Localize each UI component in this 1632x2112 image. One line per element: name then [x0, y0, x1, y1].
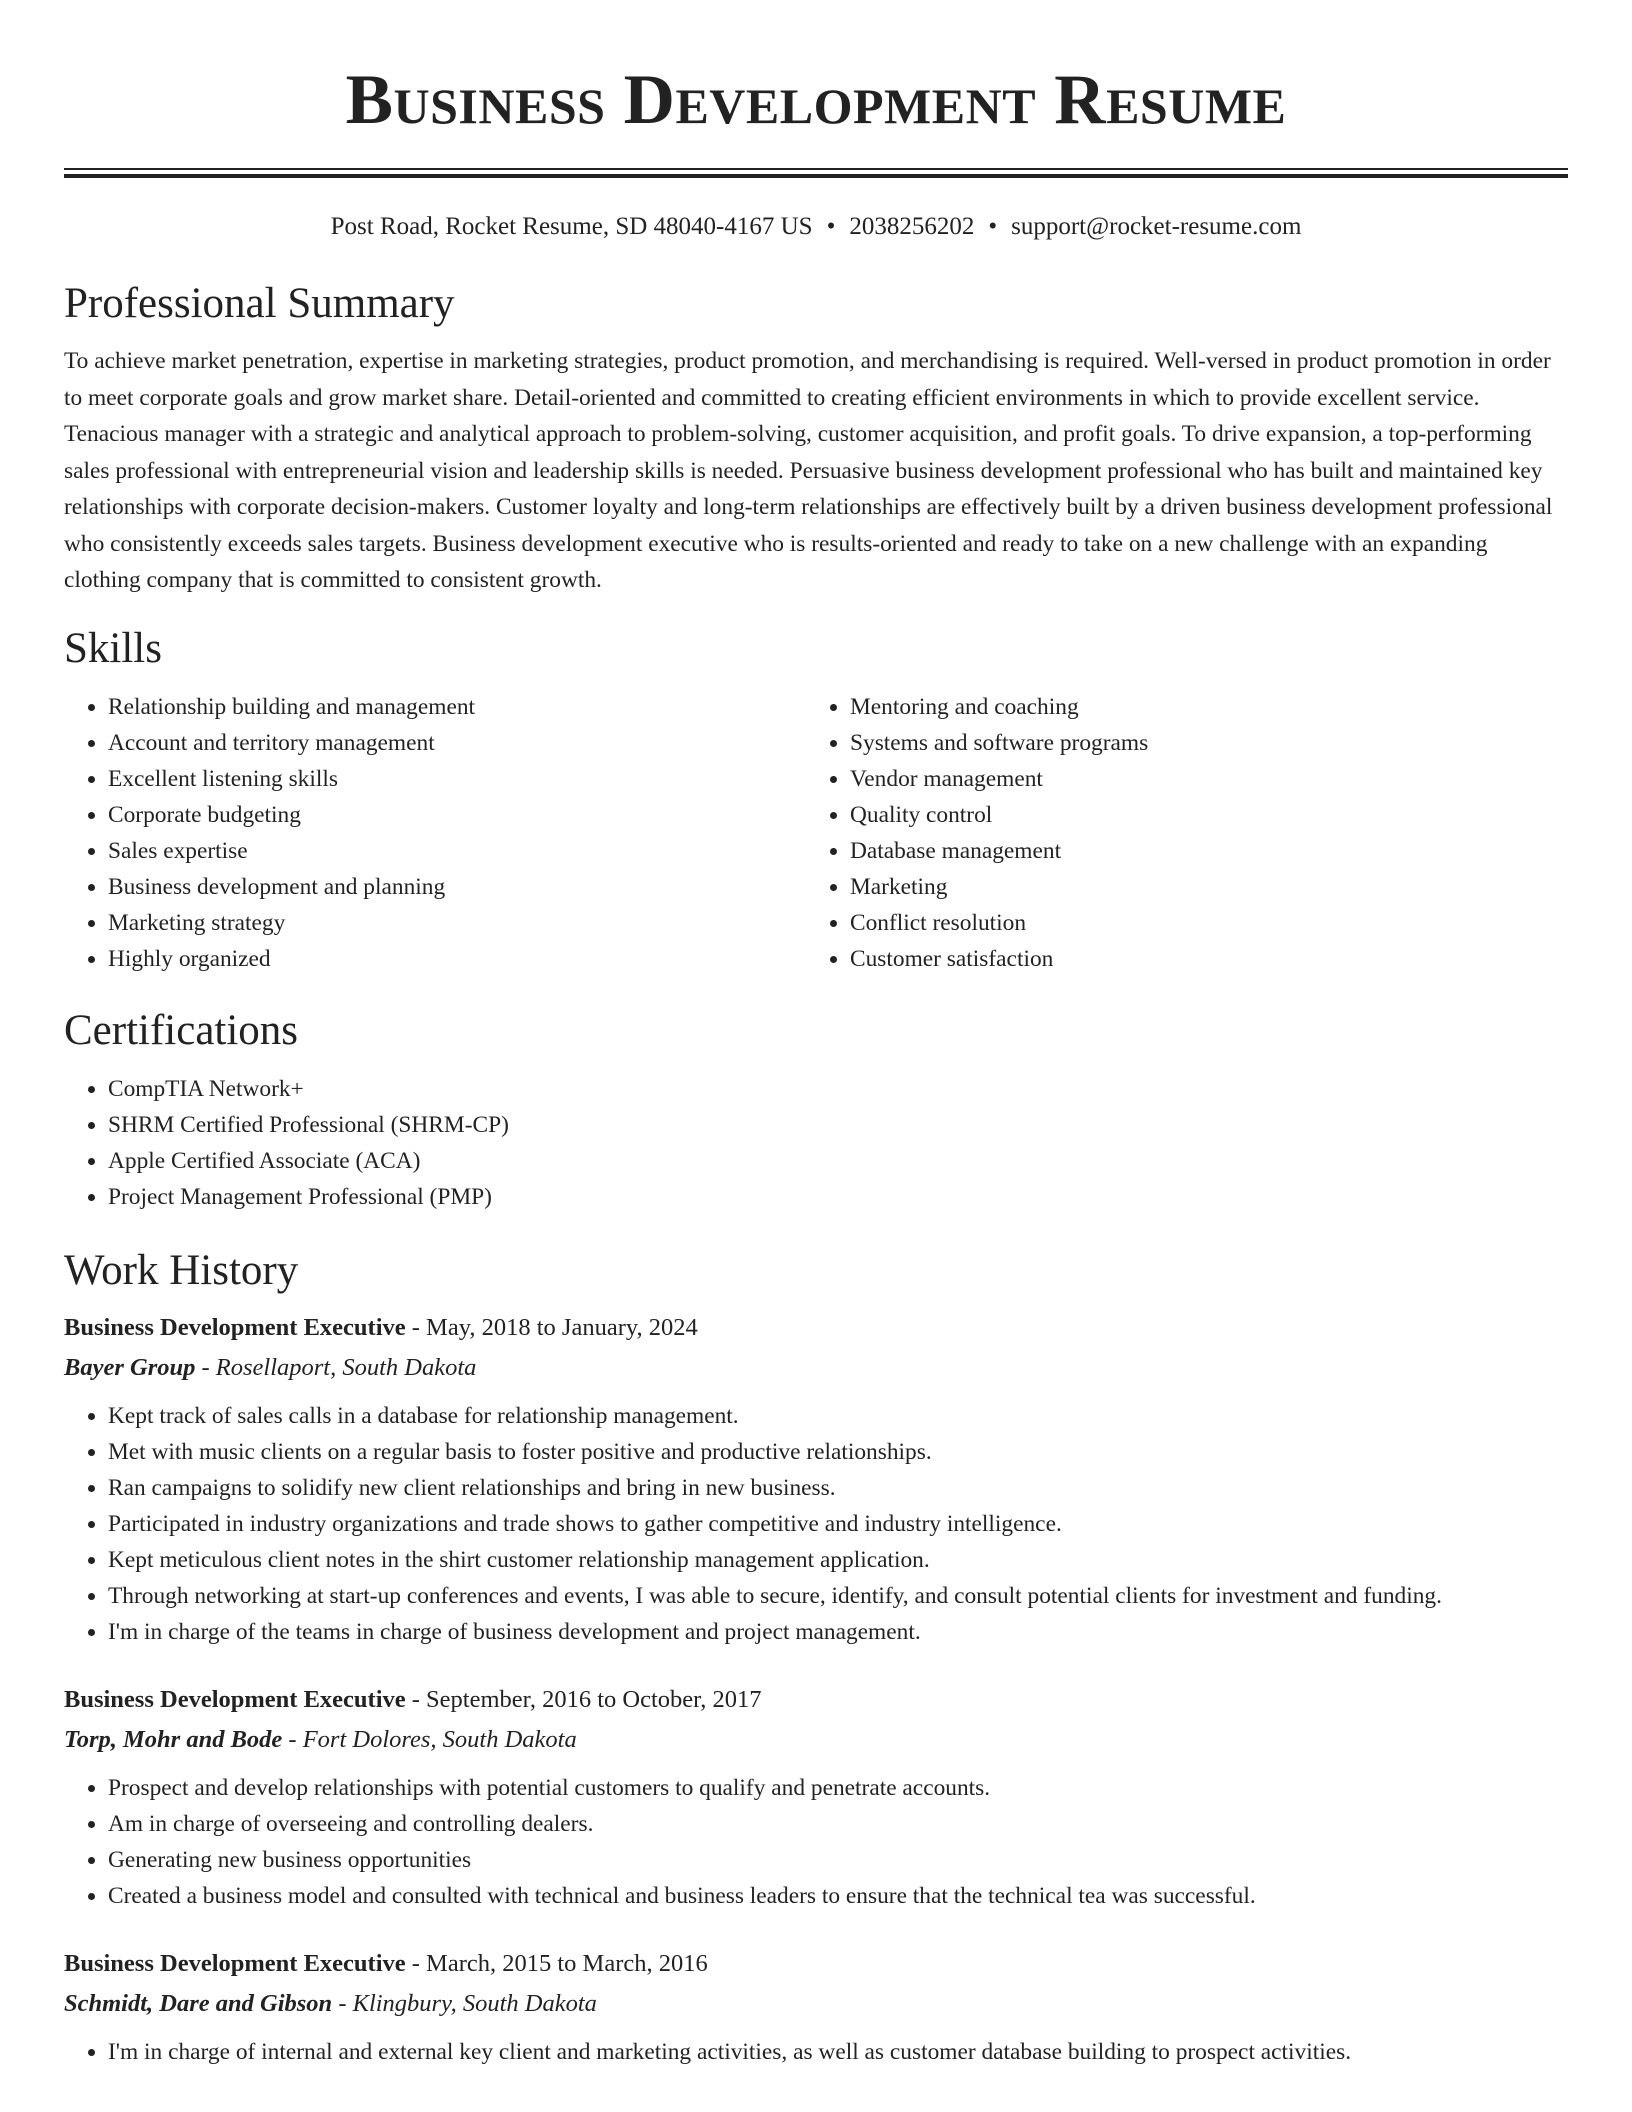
skills-section — [64, 624, 1568, 977]
job-duty: • I'm in charge of internal and external key client and marketing activities, as well as customer database building to prospect activities. — [108, 2034, 1568, 2070]
skills-column-left — [64, 689, 806, 977]
company-location: - Rosellaport, South Dakota — [195, 1353, 477, 1381]
job-duty: • Kept track of sales calls in a database for relationship management. — [108, 1398, 1568, 1434]
skills-heading: Skills — [64, 624, 162, 672]
company-line — [64, 1348, 1568, 1388]
job-duty: • Am in charge of overseeing and controlling dealers. — [108, 1806, 1568, 1842]
summary-section — [64, 282, 1568, 599]
job-entry — [64, 1680, 1568, 1914]
company-location: - Fort Dolores, South Dakota — [282, 1725, 577, 1753]
job-duty: • Met with music clients on a regular basis to foster positive and productive relationships. — [108, 1434, 1568, 1470]
job-duties-list — [64, 1398, 1568, 1650]
certification-item: • Project Management Professional (PMP) — [108, 1179, 1568, 1215]
skill-item: • Vendor management — [850, 761, 1548, 797]
certifications-list — [64, 1071, 1568, 1215]
certification-item: • SHRM Certified Professional (SHRM-CP) — [108, 1107, 1568, 1143]
job-duty: • Through networking at start-up conferences and events, I was able to secure, identify, and consult potential clients for investment and funding. — [108, 1578, 1568, 1614]
skill-item: • Marketing strategy — [108, 905, 806, 941]
certifications-heading: Certifications — [64, 1006, 299, 1054]
company-line — [64, 1984, 1568, 2024]
skill-item: • Sales expertise — [108, 833, 806, 869]
skill-item: • Marketing — [850, 869, 1548, 905]
bullet-separator: • — [988, 213, 998, 240]
company-name: Torp, Mohr and Bode — [64, 1725, 283, 1753]
skills-column-right — [806, 689, 1548, 977]
title-divider — [64, 168, 1568, 178]
certification-item: • Apple Certified Associate (ACA) — [108, 1143, 1568, 1179]
job-duty: • Created a business model and consulted with technical and business leaders to ensure that the technical tea was successful. — [108, 1878, 1568, 1914]
skill-item: • Mentoring and coaching — [850, 689, 1548, 725]
skill-item: • Business development and planning — [108, 869, 806, 905]
job-duty: • Prospect and develop relationships with potential customers to qualify and penetrate accounts. — [108, 1770, 1568, 1806]
contact-address: Post Road, Rocket Resume, SD 48040-4167 US — [330, 213, 813, 240]
job-dates: - March, 2015 to March, 2016 — [405, 1949, 708, 1977]
job-title-line — [64, 1944, 1568, 1984]
skill-item: • Account and territory management — [108, 725, 806, 761]
skills-list-left — [64, 689, 806, 977]
job-duties-list — [64, 2034, 1568, 2070]
skill-item: • Customer satisfaction — [850, 941, 1548, 977]
company-line — [64, 1720, 1568, 1760]
job-dates: - May, 2018 to January, 2024 — [405, 1313, 698, 1341]
skills-list-right — [806, 689, 1548, 977]
skill-item: • Highly organized — [108, 941, 806, 977]
bullet-separator: • — [826, 213, 836, 240]
contact-line — [64, 212, 1568, 242]
job-entry — [64, 1308, 1568, 1650]
job-entry — [64, 1944, 1568, 2070]
resume-page — [64, 0, 1568, 2070]
summary-text: To achieve market penetration, expertise in marketing strategies, product promotion, and merchandising is required. Well-versed in product promotion in order to meet corporate goals and grow market share. Detail-oriented and committed to creating efficient environments in which to provide excellent service. Tenacious manager with a strategic and analytical approach to problem-solving, customer acquisition, and profit goals. To drive expansion, a top-performing sales professional with entrepreneurial vision and leadership skills is needed. Persuasive business development professional who has built and maintained key relationships with corporate decision-makers. Customer loyalty and long-term relationships are effectively built by a driven business development professional who consistently exceeds sales targets. Business development executive who is results-oriented and ready to take on a new challenge with an expanding clothing company that is committed to consistent growth. — [64, 348, 1553, 593]
company-location: - Klingbury, South Dakota — [332, 1989, 597, 2017]
summary-heading: Professional Summary — [64, 280, 455, 327]
skill-item: • Database management — [850, 833, 1548, 869]
company-name: Bayer Group — [64, 1353, 196, 1381]
skill-item: • Excellent listening skills — [108, 761, 806, 797]
job-duty: • Kept meticulous client notes in the shirt customer relationship management application. — [108, 1542, 1568, 1578]
company-name: Schmidt, Dare and Gibson — [64, 1989, 333, 2017]
skills-grid — [64, 689, 1568, 977]
job-title-line — [64, 1308, 1568, 1348]
job-duty: • I'm in charge of the teams in charge of business development and project management. — [108, 1614, 1568, 1650]
job-title-line — [64, 1680, 1568, 1720]
skill-item: • Corporate budgeting — [108, 797, 806, 833]
skill-item: • Relationship building and management — [108, 689, 806, 725]
skill-item: • Quality control — [850, 797, 1548, 833]
work-history-heading: Work History — [64, 1246, 299, 1294]
work-history-section — [64, 1246, 1568, 2070]
contact-email: support@rocket-resume.com — [1011, 213, 1302, 240]
job-title: Business Development Executive — [64, 1685, 406, 1713]
certification-item: • CompTIA Network+ — [108, 1071, 1568, 1107]
job-title: Business Development Executive — [64, 1949, 406, 1977]
contact-phone: 2038256202 — [849, 213, 975, 240]
job-duty: • Generating new business opportunities — [108, 1842, 1568, 1878]
certifications-section — [64, 1006, 1568, 1215]
skill-item: • Conflict resolution — [850, 905, 1548, 941]
job-title: Business Development Executive — [64, 1313, 406, 1341]
document-title: Business Development Resume — [345, 61, 1287, 139]
job-dates: - September, 2016 to October, 2017 — [405, 1685, 762, 1713]
skill-item: • Systems and software programs — [850, 725, 1548, 761]
job-duties-list — [64, 1770, 1568, 1914]
job-duty: • Ran campaigns to solidify new client relationships and bring in new business. — [108, 1470, 1568, 1506]
job-duty: • Participated in industry organizations and trade shows to gather competitive and industry intelligence. — [108, 1506, 1568, 1542]
